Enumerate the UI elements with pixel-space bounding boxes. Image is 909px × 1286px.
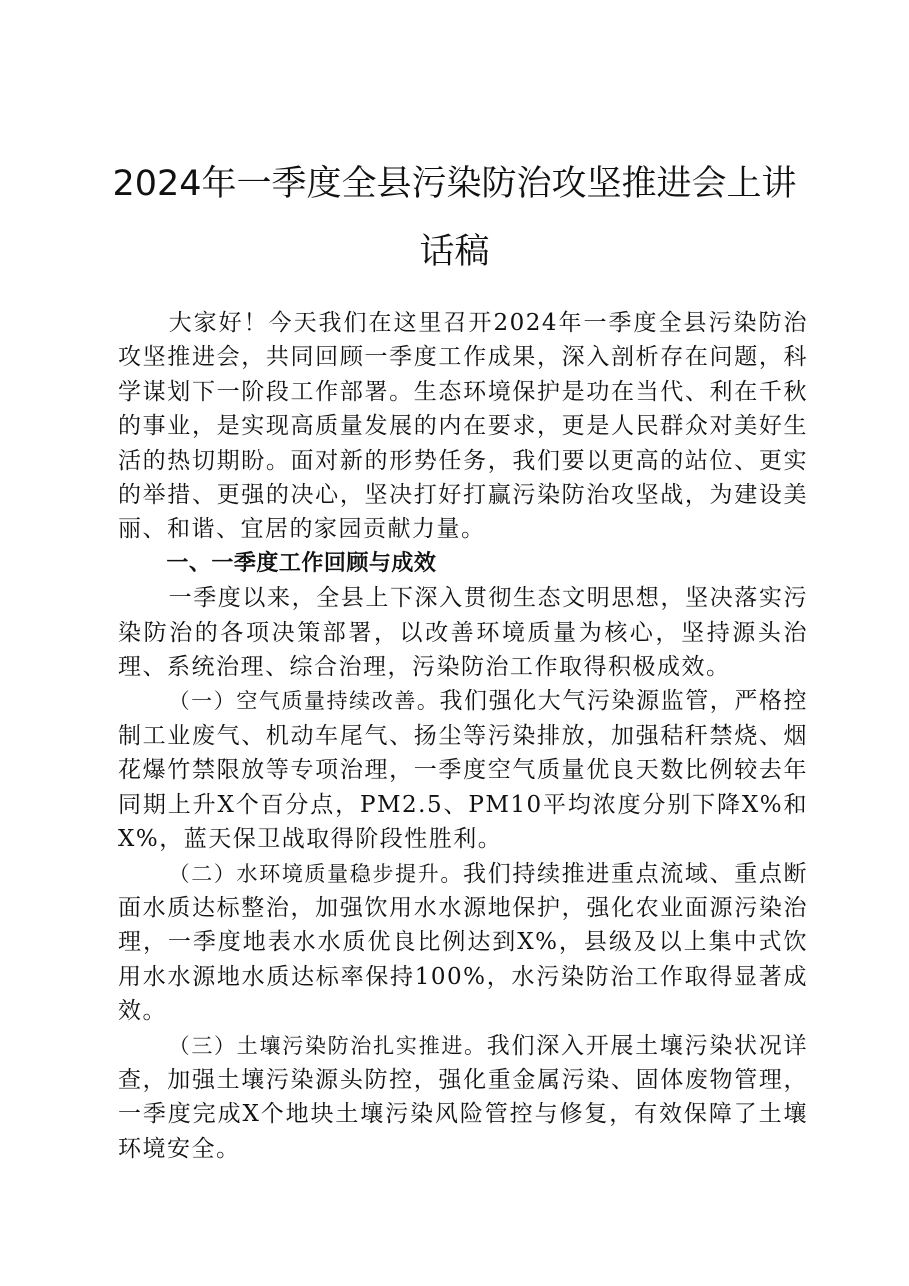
item-air-quality-lead: （一）空气质量持续改善。: [168, 689, 440, 714]
item-soil-text: 我们深入开展土壤污染状况详查，加强土壤污染源头防控，强化重金属污染、固体废物管理，一季度完成X个地块土壤污染风险管控与修复，有效保障了土壤环境安全。: [118, 1032, 809, 1162]
item-water-quality-text: 我们持续推进重点流域、重点断面水质达标整治，加强饮用水水源地保护，强化农业面源污染治理，一季度地表水水质优良比例达到X%，县级及以上集中式饮用水水源地水质达标率保持100%，水污染防治工作取得显著成效。: [118, 860, 809, 1025]
section-heading-1: 一、一季度工作回顾与成效: [166, 550, 437, 576]
intro-paragraph: 大家好！今天我们在这里召开2024年一季度全县污染防治攻坚推进会，共同回顾一季度工作成果，深入剖析存在问题，科学谋划下一阶段工作部署。生态环境保护是功在当代、利在千秋的事业，是实现高质量发展的内在要求，更是人民群众对美好生活的热切期盼。面对新的形势任务，我们要以更高的站位、更实的举措、更强的决心，坚决打好打赢污染防治攻坚战，为建设美丽、和谐、宜居的家园贡献力量。: [118, 310, 808, 543]
item-water-quality-paragraph: [118, 857, 808, 1029]
item-air-quality-text: 我们强化大气污染源监管，严格控制工业废气、机动车尾气、扬尘等污染排放，加强秸秆禁烧、烟花爆竹禁限放等专项治理，一季度空气质量优良天数比例较去年同期上升X个百分点，PM2.5、PM10平均浓度分别下降X%和X%，蓝天保卫战取得阶段性胜利。: [118, 688, 809, 853]
document-body: [118, 306, 808, 1166]
item-air-quality-paragraph: [118, 684, 808, 856]
item-soil-lead: （三）土壤污染防治扎实推进。: [168, 1033, 487, 1058]
item-water-quality-lead: （二）水环境质量稳步提升。: [168, 861, 464, 886]
section1-intro-paragraph: 一季度以来，全县上下深入贯彻生态文明思想，坚决落实污染防治的各项决策部署，以改善环境质量为核心，坚持源头治理、系统治理、综合治理，污染防治工作取得积极成效。: [118, 585, 808, 681]
document-title: 2024年一季度全县污染防治攻坚推进会上讲话稿: [112, 164, 797, 272]
item-soil-paragraph: [118, 1029, 808, 1167]
